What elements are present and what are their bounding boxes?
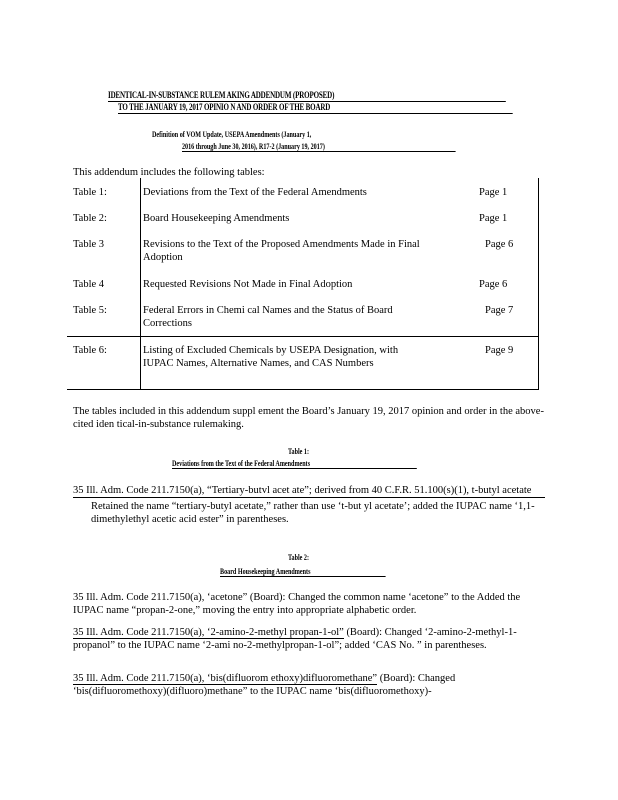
table-page: Page 7 — [485, 305, 514, 316]
summary-paragraph: The tables included in this addendum suppl ement the Board’s January 19, 2017 opinion and order in the above-cited iden tical-in-substance rulemaking. — [73, 406, 544, 430]
table1-entry-1-body: Retained the name “tertiary-butyl acetate,” rather than use ‘t-but yl acetate’; added the IUPAC name ‘1,1-dimethylethyl acetic acid ester” in parentheses. — [91, 501, 535, 525]
table1-title: Deviations from the Text of the Federal Amendments — [172, 458, 417, 469]
table2-entry-1: 35 Ill. Adm. Code 211.7150(a), ‘acetone” (Board): Changed the common name ‘acetone” to the Added the IUPAC name “propan-2-one,” moving the entry into appropriate alphabetic order. — [73, 592, 521, 616]
table-num: Table 6: — [73, 345, 107, 356]
right-border — [538, 178, 539, 390]
table2-entry-3 — [73, 672, 545, 698]
table-num: Table 1: — [73, 187, 107, 198]
table-desc: Board Housekeeping Amendments — [143, 213, 290, 224]
table2-entry-2-cite: 35 Ill. Adm. Code 211.7150(a), ‘2-amino-2-methyl propan-1-ol” — [73, 627, 344, 638]
intro-text: This addendum includes the following tables: — [73, 167, 265, 178]
table-page: Page 6 — [479, 279, 508, 290]
row-divider — [67, 336, 539, 337]
table-desc: Requested Revisions Not Made in Final Adoption — [143, 279, 353, 290]
table2-label: Table 2: — [288, 552, 310, 562]
table2-entry-2-rest: (Board): Changed ‘2-amino-2-methyl-1-propanol” to the IUPAC name ‘2-ami no-2-methylpropan-1-ol”; added ‘CAS No. ” in parentheses. — [73, 627, 517, 651]
table-desc: Revisions to the Text of the Proposed Amendments Made in Final Adoption — [143, 239, 420, 263]
table-page: Page 1 — [479, 213, 508, 224]
tables-list — [67, 178, 539, 390]
bottom-border — [67, 389, 539, 390]
table-page: Page 6 — [485, 239, 514, 250]
table-desc: Federal Errors in Chemi cal Names and the Status of Board Corrections — [143, 305, 393, 329]
table-num: Table 3 — [73, 239, 105, 250]
table2-entry-3-rest: (Board): Changed ‘bis(difluoromethoxy)(difluoro)methane” to the IUPAC name ‘bis(difluoromethoxy)- — [73, 673, 456, 697]
subheader-line-1: Definition of VOM Update, USEPA Amendments (January 1, — [152, 129, 312, 139]
column-divider — [140, 178, 141, 390]
table-page: Page 9 — [485, 345, 514, 356]
subheader-line-2: 2016 through June 30, 2016), R17-2 (January 19, 2017) — [182, 141, 456, 152]
table2-entry-2 — [73, 626, 545, 652]
header-line-2: TO THE JANUARY 19, 2017 OPINIO N AND ORDER OF THE BOARD — [118, 102, 513, 114]
table1-entry-1-cite: 35 Ill. Adm. Code 211.7150(a), “Tertiary-butvl acet ate”; derived from 40 C.F.R. 51.100(s)(1), t-butyl acetate — [73, 484, 545, 498]
table-desc: Listing of Excluded Chemicals by USEPA Designation, with IUPAC Names, Alternative Names, and CAS Numbers — [143, 345, 399, 369]
table-num: Table 4 — [73, 279, 105, 290]
table1-label: Table 1: — [288, 446, 310, 456]
table2-entry-3-cite: 35 Ill. Adm. Code 211.7150(a), ‘bis(difluorom ethoxy)difluoromethane” — [73, 673, 378, 684]
header-line-1: IDENTICAL-IN-SUBSTANCE RULEM AKING ADDENDUM (PROPOSED) — [108, 90, 506, 102]
table-num: Table 5: — [73, 305, 107, 316]
table-num: Table 2: — [73, 213, 107, 224]
table1-entry-1 — [73, 484, 545, 526]
table-page: Page 1 — [479, 187, 508, 198]
table2-title: Board Housekeeping Amendments — [220, 566, 386, 577]
table-desc: Deviations from the Text of the Federal Amendments — [143, 187, 367, 198]
